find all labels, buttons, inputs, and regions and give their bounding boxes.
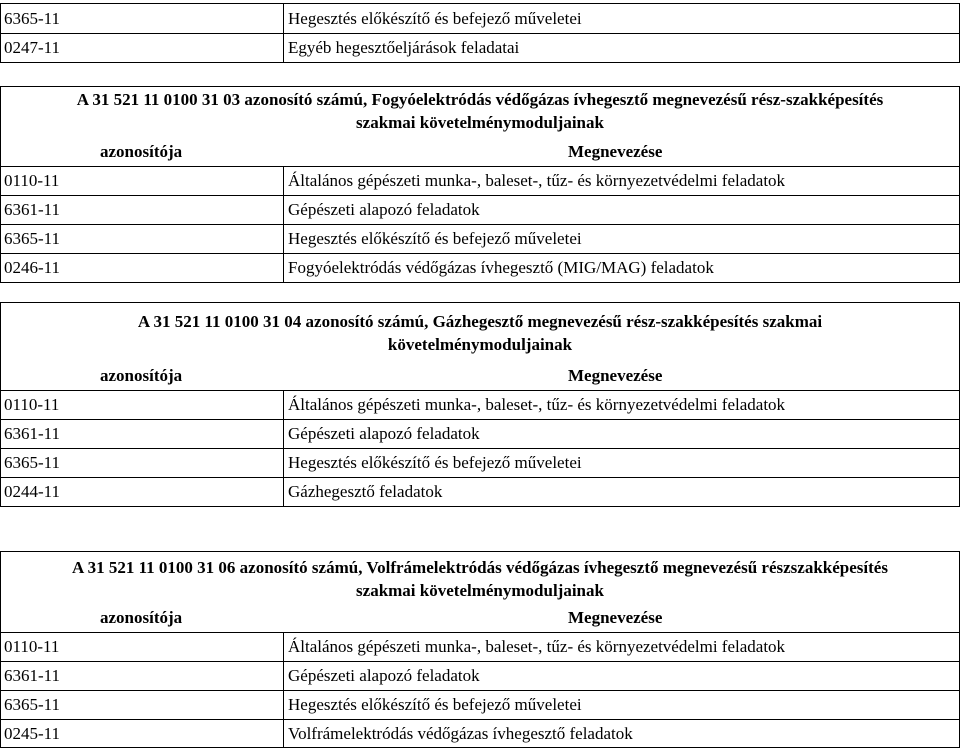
module-name: Általános gépészeti munka-, baleset-, tűz- és környezetvédelmi feladatok	[288, 395, 786, 414]
table-border	[0, 506, 960, 507]
table-border	[283, 632, 284, 748]
table-row	[0, 419, 960, 448]
column-header-name: Megnevezése	[568, 142, 663, 161]
module-code: 0246-11	[4, 258, 61, 277]
module-name: Hegesztés előkészítő és befejező műveletei	[288, 229, 582, 248]
table-row	[0, 4, 960, 33]
module-code: 6365-11	[4, 229, 61, 248]
module-name: Gázhegesztő feladatok	[288, 482, 443, 501]
module-code: 6365-11	[4, 695, 61, 714]
table-row	[0, 690, 960, 719]
module-code: 6365-11	[4, 9, 61, 28]
section-title: szakmai követelménymoduljainak	[356, 581, 604, 600]
table-border	[0, 302, 960, 303]
module-code: 0244-11	[4, 482, 61, 501]
table-border	[0, 551, 960, 552]
module-name: Fogyóelektródás védőgázas ívhegesztő (MIG/MAG) feladatok	[288, 258, 714, 277]
table-border	[283, 3, 284, 63]
table-row	[0, 448, 960, 477]
table-row	[0, 253, 960, 282]
section-title: A 31 521 11 0100 31 04 azonosító számú, Gázhegesztő megnevezésű rész-szakképesítés szakmai	[137, 312, 823, 331]
module-name: Volfrámelektródás védőgázas ívhegesztő feladatok	[288, 724, 633, 743]
table-border	[0, 282, 960, 283]
table-row	[0, 632, 960, 661]
module-code: 6361-11	[4, 424, 61, 443]
module-name: Gépészeti alapozó feladatok	[288, 666, 480, 685]
module-code: 0245-11	[4, 724, 61, 743]
module-code: 6365-11	[4, 453, 61, 472]
table-border	[0, 86, 960, 87]
section-title: A 31 521 11 0100 31 03 azonosító számú, Fogyóelektródás védőgázas ívhegesztő megnevezésű rész-szakképesítés	[76, 90, 884, 109]
module-code: 0110-11	[4, 637, 60, 656]
module-code: 0110-11	[4, 395, 60, 414]
table-row	[0, 719, 960, 748]
table-row	[0, 195, 960, 224]
module-name: Általános gépészeti munka-, baleset-, tűz- és környezetvédelmi feladatok	[288, 637, 786, 656]
table-border	[0, 62, 960, 63]
column-header-code: azonosítója	[100, 142, 183, 161]
module-name: Gépészeti alapozó feladatok	[288, 200, 480, 219]
module-name: Hegesztés előkészítő és befejező műveletei	[288, 695, 582, 714]
table-row	[0, 661, 960, 690]
module-name: Egyéb hegesztőeljárások feladatai	[288, 38, 520, 57]
section-title: A 31 521 11 0100 31 06 azonosító számú, Volfrámelektródás védőgázas ívhegesztő megnevezésű részszakképesítés	[72, 558, 888, 577]
column-header-name: Megnevezése	[568, 366, 663, 385]
table-row	[0, 390, 960, 419]
module-name: Általános gépészeti munka-, baleset-, tűz- és környezetvédelmi feladatok	[288, 171, 786, 190]
table-row	[0, 33, 960, 62]
module-name: Hegesztés előkészítő és befejező műveletei	[288, 9, 582, 28]
table-border	[0, 3, 1, 63]
section-title: követelménymoduljainak	[387, 335, 573, 354]
table-row	[0, 224, 960, 253]
table-border	[0, 86, 1, 283]
table-border	[0, 551, 1, 748]
table-border	[0, 302, 1, 507]
table-row	[0, 477, 960, 506]
module-name: Gépészeti alapozó feladatok	[288, 424, 480, 443]
table-border	[283, 390, 284, 507]
table-row	[0, 166, 960, 195]
column-header-code: azonosítója	[100, 608, 183, 627]
column-header-name: Megnevezése	[568, 608, 663, 627]
module-name: Hegesztés előkészítő és befejező műveletei	[288, 453, 582, 472]
module-code: 0247-11	[4, 38, 61, 57]
column-header-code: azonosítója	[100, 366, 183, 385]
table-border	[283, 166, 284, 283]
module-code: 0110-11	[4, 171, 60, 190]
section-title: szakmai követelménymoduljainak	[356, 113, 604, 132]
module-code: 6361-11	[4, 666, 61, 685]
module-code: 6361-11	[4, 200, 61, 219]
